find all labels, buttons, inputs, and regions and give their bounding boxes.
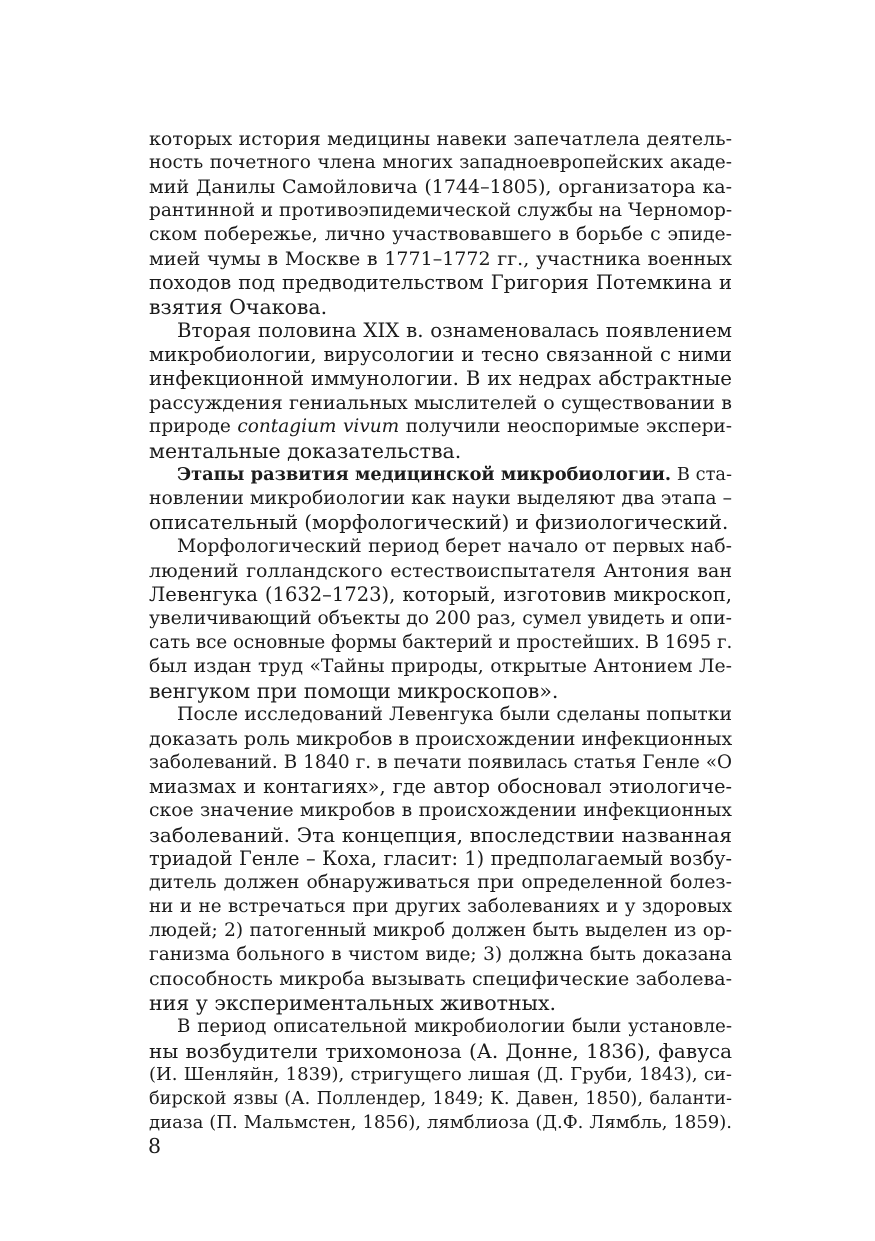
section-heading: Этапы развития медицинской микробиологии. (177, 464, 672, 485)
text-line: ское значение микробов в происхождении инфекционных (149, 800, 732, 821)
text-line: сать все основные формы бактерий и простейших. В 1695 г. (149, 632, 733, 653)
text-line: диаза (П. Мальмстен, 1856), лямблиоза (Д.Ф. Лямбль, 1859). (149, 1112, 732, 1133)
text-line: Вторая половина XIX в. ознаменовалась появлением (177, 319, 732, 342)
text-line: триадой Генле – Коха, гласит: 1) предполагаемый возбу- (149, 847, 732, 870)
text-line: венгуком при помощи микроскопов». (149, 679, 559, 703)
text-line: В период описательной микробиологии были установле- (177, 1016, 732, 1037)
text-line: Этапы развития медицинской микробиологии. В ста- (177, 464, 733, 485)
text-line: мией чумы в Москве в 1771–1772 гг., участника военных (149, 248, 732, 270)
latin-term: contagium vivum (237, 416, 400, 437)
page-number: 8 (148, 1134, 162, 1158)
text-line: ни и не встречаться при других заболеваниях и у здоровых (149, 896, 732, 917)
text-line: мий Данилы Самойловича (1744–1805), организатора ка- (149, 176, 732, 198)
text-line: походов под предводительством Григория Потемкина и (149, 271, 732, 294)
text-line: ния у экспериментальных животных. (149, 991, 557, 1015)
text-line: описательный (морфологический) и физиологический. (149, 511, 729, 534)
text-line: дитель должен обнаруживаться при определенной болез- (149, 872, 732, 893)
text-line: взятия Очакова. (149, 295, 328, 319)
text-line: рантинной и противоэпидемической службы на Черномор- (149, 200, 733, 221)
text-line: ны возбудители трихомоноза (А. Донне, 1836), фавуса (149, 1039, 732, 1063)
text-line: ментальные доказательства. (149, 439, 462, 463)
text-line: бирской язвы (А. Поллендер, 1849; К. Давен, 1850), баланти- (149, 1089, 732, 1109)
text-line: был издан труд «Тайны природы, открытые Антонием Ле- (149, 656, 732, 677)
text-line: которых история медицины навеки запечатлела деятель- (149, 128, 732, 150)
text-line: рассуждения гениальных мыслителей о существовании в (149, 392, 732, 414)
text-line: ском побережье, лично участвовавшего в борьбе с эпиде- (149, 224, 732, 245)
text-line: заболеваний. Эта концепция, впоследствии названная (149, 823, 732, 847)
text-line: инфекционной иммунологии. В их недрах абстрактные (149, 367, 732, 390)
text-line: микробиологии, вирусологии и тесно связанной с ними (149, 343, 732, 366)
text-line: увеличивающий объекты до 200 раз, сумел увидеть и опи- (149, 608, 732, 629)
text-line: новлении микробиологии как науки выделяют два этапа – (149, 488, 732, 509)
text-line: природе contagium vivum получили неоспоримые экспери- (149, 416, 732, 437)
text-line: людей; 2) патогенный микроб должен быть выделен из ор- (149, 920, 732, 941)
text-line: (И. Шенляйн, 1839), стригущего лишая (Д. Груби, 1843), си- (149, 1064, 732, 1085)
text-line: способность микроба вызывать специфические заболева- (149, 968, 732, 990)
text-line: После исследований Левенгука были сделаны попытки (177, 704, 732, 725)
text-line: ганизма больного в чистом виде; 3) должна быть доказана (149, 944, 732, 965)
text-line: ность почетного члена многих западноевропейских акаде- (149, 152, 732, 173)
text-line: миазмах и контагиях», где автор обосновал этиологиче- (149, 775, 732, 798)
text-line: Морфологический период берет начало от первых наб- (177, 536, 732, 557)
text-line: Левенгука (1632–1723), который, изготовив микроскоп, (149, 583, 732, 606)
text-line: людений голландского естествоиспытателя Антония ван (149, 560, 732, 582)
text-line: заболеваний. В 1840 г. в печати появилась статья Генле «О (149, 752, 732, 773)
text-line: доказать роль микробов в происхождении инфекционных (149, 728, 733, 750)
